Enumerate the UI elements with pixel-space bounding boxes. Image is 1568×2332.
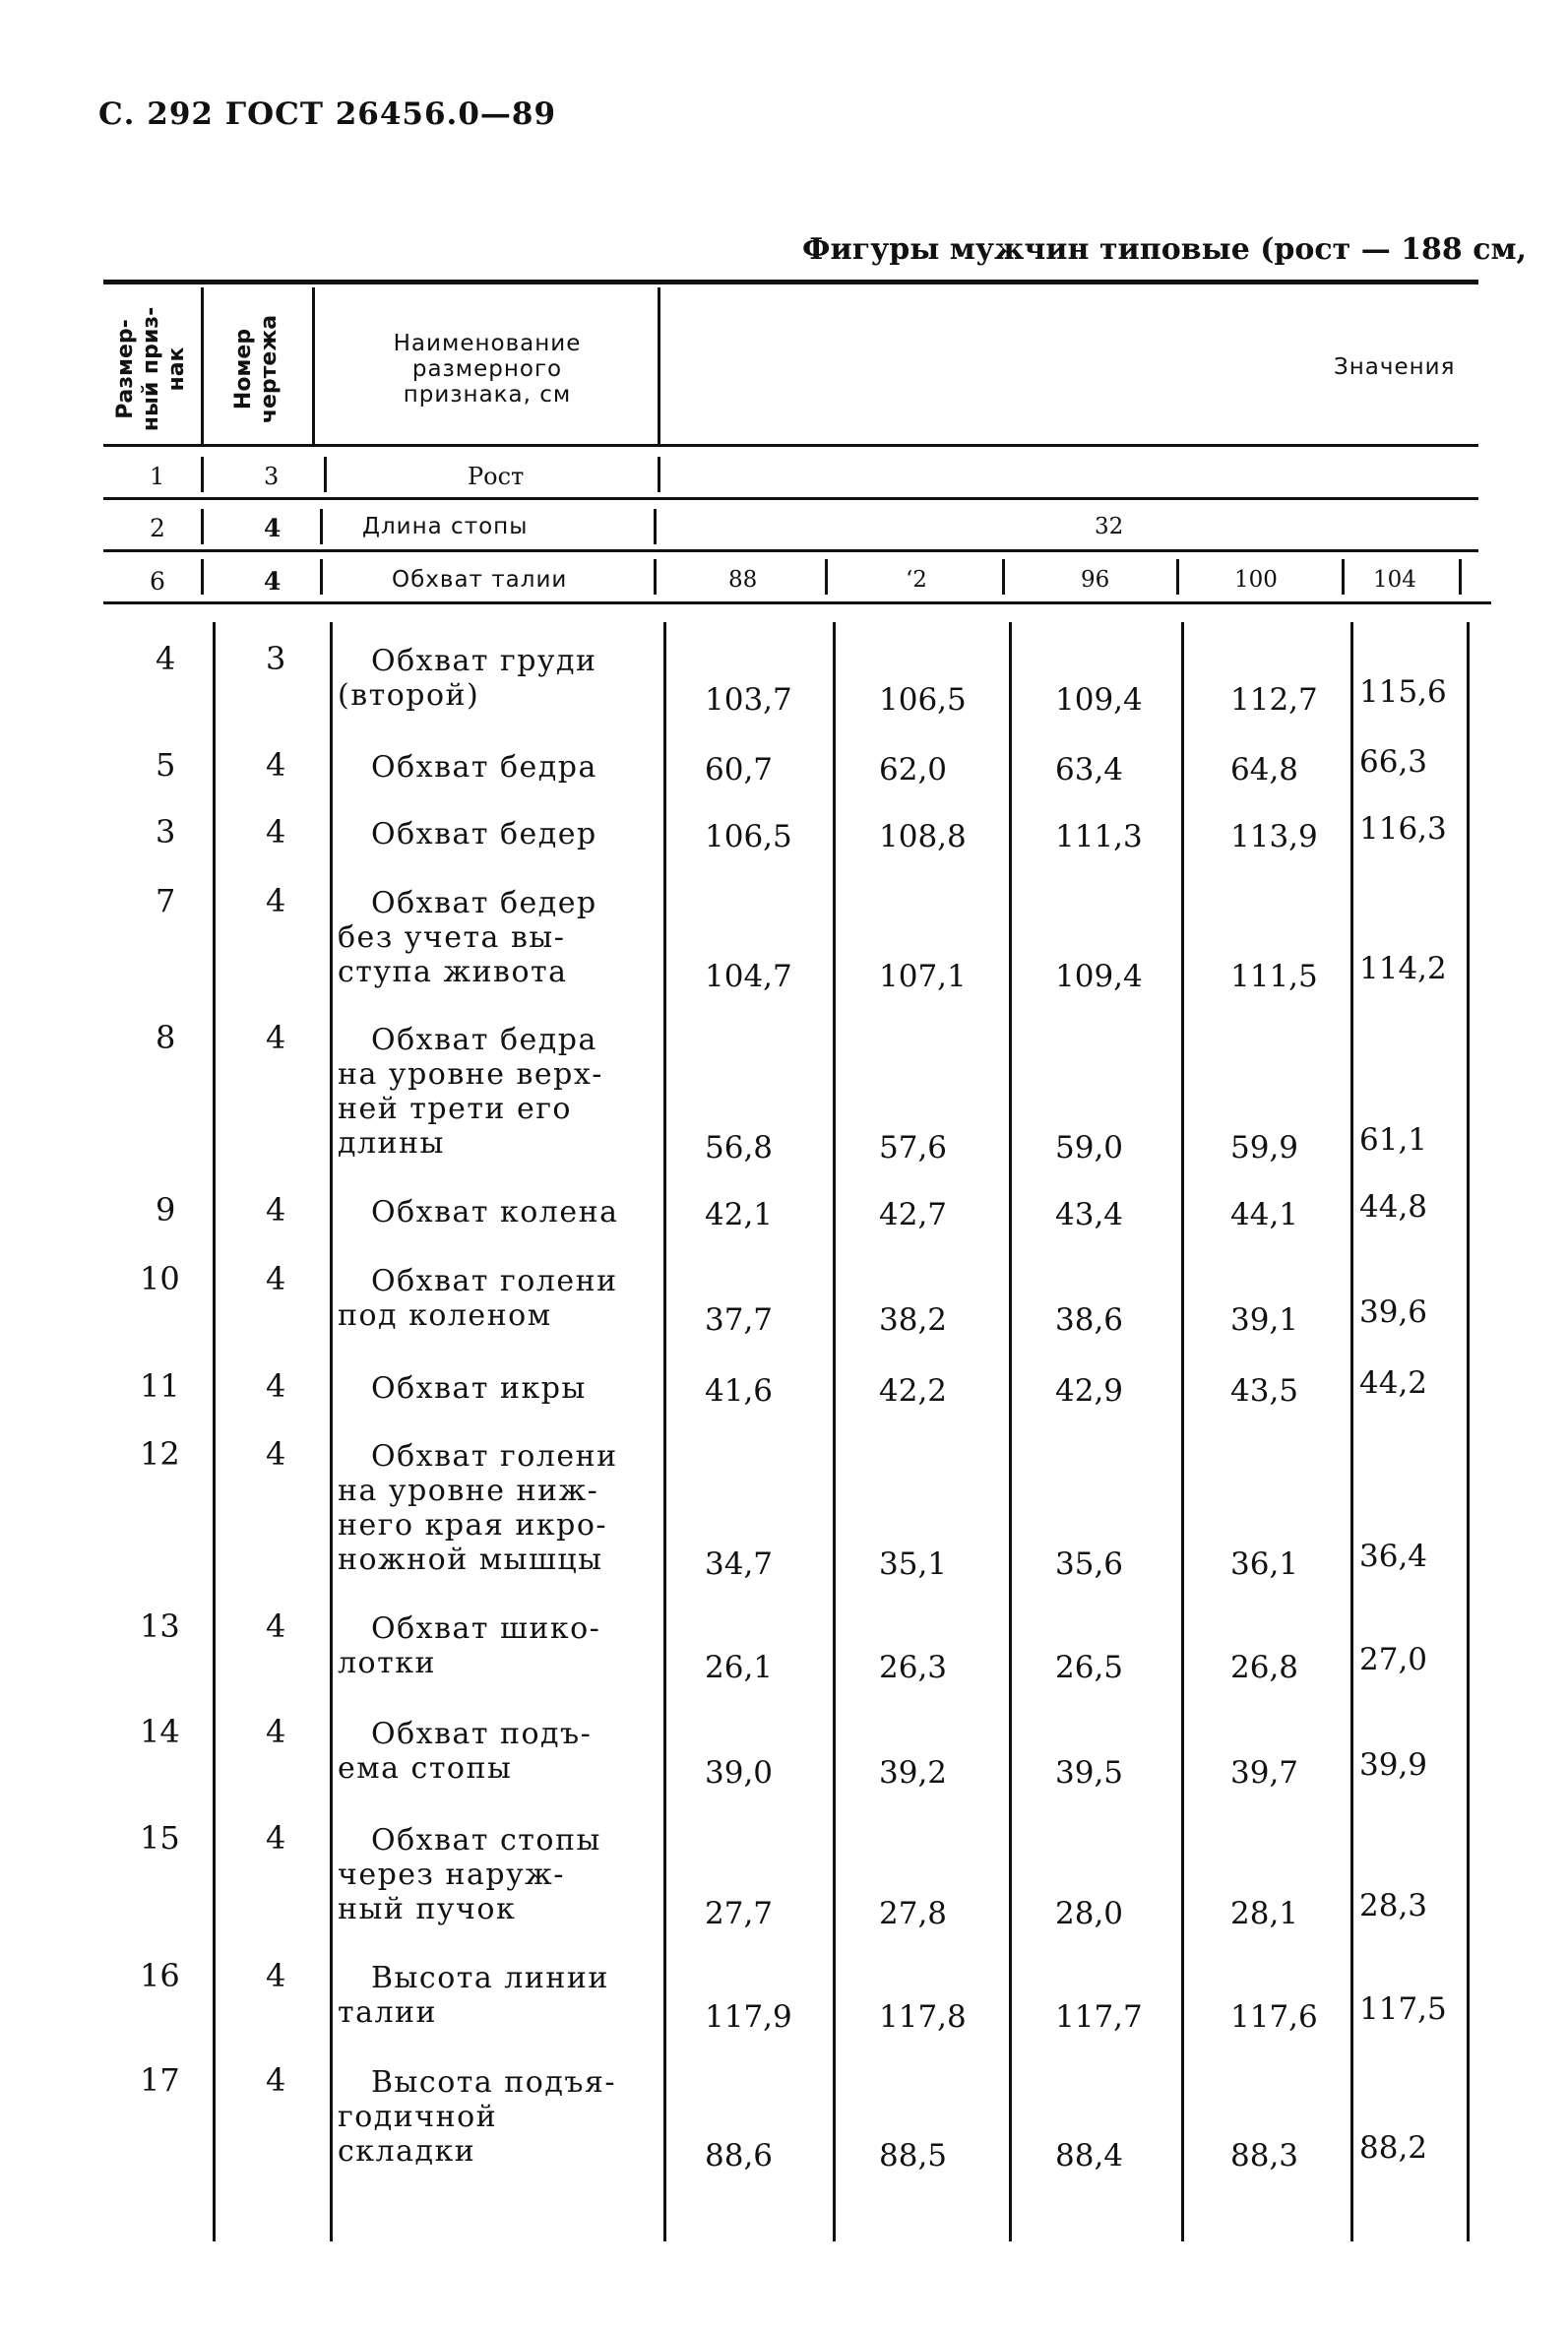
row-drawing-number: 4 [266,1260,286,1297]
row-value: 44,1 [1230,1197,1299,1232]
row-drawing-number: 4 [266,1957,286,1994]
row-attribute-name: Обхват бедра на уровне верх- ней трети его длины [338,1023,603,1161]
row-value: 41,6 [705,1373,774,1409]
waist-row-divider [201,559,204,595]
row-number: 15 [140,1819,180,1857]
row-value: 39,2 [879,1755,948,1791]
foot-row-divider-1 [201,509,204,544]
row-value: 116,3 [1359,811,1447,847]
row-value: 42,7 [879,1197,948,1232]
row-attribute-name: Обхват бедер [371,817,597,851]
row-value: 88,4 [1055,2138,1124,2174]
header-col-size-attribute: Размер- ный приз- нак [113,306,189,432]
row-number: 14 [140,1713,180,1750]
row-value: 27,7 [705,1896,774,1931]
row-attribute-name: Обхват бедер без учета вы- ступа живота [338,886,597,989]
row-value: 36,1 [1230,1546,1299,1582]
row-value: 43,4 [1055,1197,1124,1232]
row-number: 4 [156,640,176,677]
row-value: 64,8 [1230,752,1299,788]
row-drawing-number: 4 [266,1819,286,1857]
row-value: 28,3 [1359,1888,1428,1923]
row-value: 26,5 [1055,1650,1124,1685]
row-number: 10 [140,1260,180,1297]
table-top-rule [103,280,1478,284]
row-value: 38,6 [1055,1302,1124,1338]
waist-row-divider [1176,559,1179,595]
row-value: 111,3 [1055,819,1143,854]
row-drawing-number: 4 [266,813,286,851]
row-value: 39,1 [1230,1302,1299,1338]
row-attribute-name: Обхват бедра [371,750,597,785]
waist-row-divider [1342,559,1345,595]
foot-row-drawing: 4 [264,514,282,542]
row-value: 111,5 [1230,959,1318,994]
row-value: 59,9 [1230,1130,1299,1166]
waist-value: 104 [1373,567,1416,593]
row-number: 11 [140,1367,180,1405]
row-value: 28,0 [1055,1896,1124,1931]
row-value: 61,1 [1359,1122,1428,1158]
row-value: 103,7 [705,682,792,718]
row-value: 117,6 [1230,1999,1318,2035]
header-col-attribute-name: Наименование размерного признака, см [393,331,582,408]
row-value: 59,0 [1055,1130,1124,1166]
row-value: 115,6 [1359,674,1447,710]
body-divider [213,622,216,2241]
row-value: 36,4 [1359,1539,1428,1574]
row-value: 26,1 [705,1650,774,1685]
row-number: 3 [156,813,176,851]
row-attribute-name: Высота подъя- годичной складки [338,2065,616,2169]
row-value: 34,7 [705,1546,774,1582]
row-value: 57,6 [879,1130,948,1166]
row-value: 88,5 [879,2138,948,2174]
row-value: 27,0 [1359,1642,1428,1677]
row-value: 113,9 [1230,819,1318,854]
waist-row-name: Обхват талии [392,567,568,593]
waist-row-divider [1459,559,1462,595]
row-attribute-name: Обхват колена [371,1195,619,1229]
waist-row-divider [1002,559,1005,595]
row-value: 107,1 [879,959,967,994]
row-value: 44,8 [1359,1189,1428,1225]
row-value: 39,6 [1359,1294,1428,1330]
waist-row-drawing: 4 [264,567,282,596]
row-number: 7 [156,882,176,919]
row-value: 42,1 [705,1197,774,1232]
row-number: 5 [156,746,176,784]
body-divider [1350,622,1353,2241]
foot-row-value: 32 [1095,514,1124,539]
row-number: 17 [140,2061,180,2099]
body-divider [833,622,836,2241]
numbering-divider-2 [324,457,327,492]
row-value: 60,7 [705,752,774,788]
row-value: 39,7 [1230,1755,1299,1791]
row-value: 26,3 [879,1650,948,1685]
row-value: 42,2 [879,1373,948,1409]
body-divider [1181,622,1184,2241]
row-attribute-name: Обхват стопы через наруж- ный пучок [338,1823,601,1926]
row-number: 12 [140,1435,180,1473]
row-value: 37,7 [705,1302,774,1338]
numbering-bottom-rule [103,497,1478,500]
row-value: 88,6 [705,2138,774,2174]
row-value: 39,5 [1055,1755,1124,1791]
row-value: 35,1 [879,1546,948,1582]
row-number: 13 [140,1607,180,1645]
row-value: 114,2 [1359,951,1447,986]
body-divider [1467,622,1470,2241]
row-value: 42,9 [1055,1373,1124,1409]
row-value: 117,8 [879,1999,967,2035]
body-divider [1009,622,1012,2241]
row-value: 44,2 [1359,1365,1428,1401]
row-attribute-name: Обхват подъ- ема стопы [338,1717,593,1786]
waist-value: 96 [1081,567,1110,593]
row-drawing-number: 4 [266,882,286,919]
foot-row-divider-2 [320,509,323,544]
row-value: 109,4 [1055,682,1143,718]
numbering-col-2: 3 [264,463,280,490]
waist-value: ʻ2 [906,567,927,593]
header-col-values: Значения [1334,354,1456,380]
row-value: 109,4 [1055,959,1143,994]
row-value: 117,7 [1055,1999,1143,2035]
row-drawing-number: 4 [266,746,286,784]
page-header: С. 292 ГОСТ 26456.0—89 [98,96,557,132]
row-value: 26,8 [1230,1650,1299,1685]
row-drawing-number: 4 [266,1435,286,1473]
row-attribute-name: Обхват голени на уровне ниж- него края икро- ножной мышцы [338,1439,618,1577]
row-value: 106,5 [879,682,967,718]
row-drawing-number: 4 [266,2061,286,2099]
foot-row-divider-3 [654,509,657,544]
row-value: 28,1 [1230,1896,1299,1931]
body-divider [330,622,333,2241]
row-drawing-number: 4 [266,1713,286,1750]
row-drawing-number: 4 [266,1607,286,1645]
row-attribute-name: Обхват икры [371,1371,587,1406]
waist-value: 88 [728,567,758,593]
row-value: 63,4 [1055,752,1124,788]
row-attribute-name: Высота линии талии [338,1961,609,2030]
header-col-drawing-number: Номер чертежа [231,314,282,424]
row-drawing-number: 3 [266,640,286,677]
row-drawing-number: 4 [266,1019,286,1056]
row-attribute-name: Обхват шико- лотки [338,1611,601,1680]
numbering-divider-3 [658,457,660,492]
row-value: 39,9 [1359,1747,1428,1783]
waist-row-number: 6 [150,567,165,596]
row-value: 88,3 [1230,2138,1299,2174]
row-value: 38,2 [879,1302,948,1338]
row-value: 62,0 [879,752,948,788]
row-value: 117,9 [705,1999,792,2035]
waist-row-divider [825,559,828,595]
row-value: 112,7 [1230,682,1318,718]
row-value: 39,0 [705,1755,774,1791]
row-value: 117,5 [1359,1991,1447,2027]
row-value: 88,2 [1359,2130,1428,2166]
row-value: 66,3 [1359,744,1428,780]
row-drawing-number: 4 [266,1367,286,1405]
row-value: 56,8 [705,1130,774,1166]
row-attribute-name: Обхват груди (второй) [338,644,597,713]
foot-row-bottom-rule [103,549,1478,552]
row-attribute-name: Обхват голени под коленом [338,1264,618,1333]
row-value: 27,8 [879,1896,948,1931]
row-number: 9 [156,1191,176,1229]
waist-row-divider [654,559,657,595]
numbering-col-1: 1 [150,463,165,490]
table-title: Фигуры мужчин типовые (рост — 188 см, [802,232,1527,267]
foot-row-number: 2 [150,514,165,542]
waist-row-divider [320,559,323,595]
row-value: 108,8 [879,819,967,854]
numbering-col-3: Рост [468,463,525,490]
waist-row-bottom-rule [103,601,1491,604]
row-number: 8 [156,1019,176,1056]
numbering-divider-1 [201,457,204,492]
row-value: 104,7 [705,959,792,994]
row-value: 106,5 [705,819,792,854]
waist-value: 100 [1234,567,1278,593]
row-number: 16 [140,1957,180,1994]
body-divider [663,622,666,2241]
row-drawing-number: 4 [266,1191,286,1229]
foot-row-name: Длина стопы [362,514,529,539]
row-value: 35,6 [1055,1546,1124,1582]
header-bottom-rule [103,444,1478,447]
row-value: 43,5 [1230,1373,1299,1409]
